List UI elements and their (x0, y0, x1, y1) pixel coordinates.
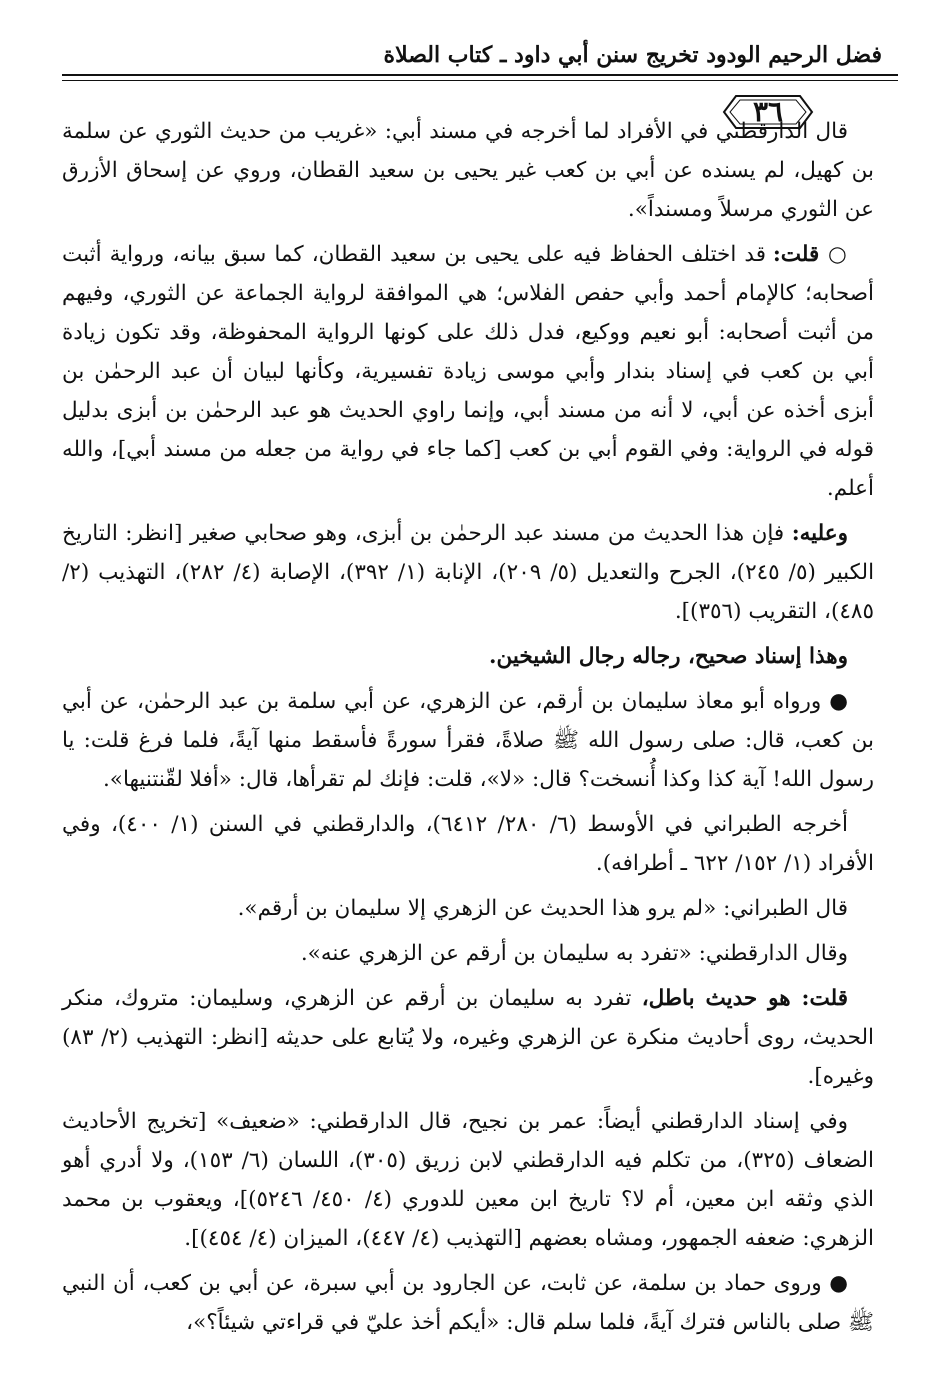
header-rule (62, 74, 898, 76)
paragraph: أخرجه الطبراني في الأوسط (٦/ ٢٨٠/ ٦٤١٢)، والدارقطني في السنن (١/ ٤٠٠)، وفي الأفراد (١/ ١٥٢/ ٦٢٢ ـ أطرافه). (62, 812, 874, 876)
header-rule-thin (62, 80, 898, 81)
paragraph: وعليه: فإن هذا الحديث من مسند عبد الرحمٰن بن أبزى، وهو صحابي صغير [انظر: التاريخ الكبير (٥/ ٢٤٥)، الجرح والتعديل (٥/ ٢٠٩)، الإنابة (١/ ٣٩٢)، الإصابة (٤/ ٢٨٢)، التهذيب (٢/ ٤٨٥)، التقريب (٣٥٦)]. (62, 521, 875, 624)
paragraph: قلت: هو حديث باطل، تفرد به سليمان بن أرقم عن الزهري، وسليمان: متروك، منكر الحديث، روى أحاديث منكرة عن الزهري وغيره، ولا يُتابع على حديثه [انظر: التهذيب (٢/ ٨٣) وغيره]. (62, 986, 874, 1089)
paragraph: وهذا إسناد صحيح، رجاله رجال الشيخين. (488, 644, 848, 669)
quote-line: قال الطبراني: «لم يرو هذا الحديث عن الزهري إلا سليمان بن أرقم». (237, 896, 848, 921)
paragraph: ○ قلت: قد اختلف الحفاظ فيه على يحيى بن سعيد القطان، كما سبق بيانه، ورواية أثبت أصحابه؛ كالإمام أحمد وأبي حفص الفلاس؛ هي الموافقة لرواية الجماعة عن الثوري، وفيهم من أثبت أصحابه: أبو نعيم ووكيع، فدل ذلك على كونها الرواية المحفوظة، وقد تكون زيادة أبي بن كعب في إسناد بندار وأبي موسى زيادة تفسيرية، وكأنها لبيان أن عبد الرحمٰن بن أبزى أخذه عن أبي، لا أنه من مسند أبي، وإنما راوي الحديث هو عبد الرحمٰن بن أبزى بدليل قوله في الرواية: وفي القوم أبي بن كعب [كما جاء في رواية من جعله من مسند أبي]، والله أعلم. (62, 242, 874, 501)
page-number: ٣٦ (752, 95, 784, 128)
running-header (62, 38, 882, 128)
body-text (62, 112, 874, 1348)
paragraph: ● ورواه أبو معاذ سليمان بن أرقم، عن الزهري، عن أبي سلمة بن عبد الرحمٰن، عن أبي بن كعب، قال: صلى رسول الله ﷺ صلاةً، فقرأ سورةً فأسقط منها آيةً، فلما فرغ قلت: يا رسول الله! آية كذا وكذا أُنسخت؟ قال: «لا»، قلت: فإنك لم تقرأها، قال: «أفلا لقّنتنيها». (62, 689, 874, 792)
paragraph: ● وروى حماد بن سلمة، عن ثابت، عن الجارود بن أبي سبرة، عن أبي بن كعب، أن النبي ﷺ صلى بالناس فترك آيةً، فلما سلم قال: «أيكم أخذ عليّ في قراءتي شيئاً؟»، (62, 1271, 874, 1335)
header-title: فضل الرحيم الودود تخريج سنن أبي داود ـ كتاب الصلاة (383, 42, 882, 68)
quote-line: وقال الدارقطني: «تفرد به سليمان بن أرقم عن الزهري عنه». (300, 941, 848, 966)
paragraph: وفي إسناد الدارقطني أيضاً: عمر بن نجيح، قال الدارقطني: «ضعيف» [تخريج الأحاديث الضعاف (٣٢٥)، من تكلم فيه الدارقطني لابن زريق (٣٠٥)، اللسان (٦/ ١٥٣)، ولا أدري أهو الذي وثقه ابن معين، أم لا؟ تاريخ ابن معين للدوري (٤/ ٤٥٠/ ٥٢٤٦)]، ويعقوب بن محمد الزهري: ضعفه الجمهور، ومشاه بعضهم [التهذيب (٤/ ٤٤٧)، الميزان (٤/ ٤٥٤)]. (62, 1109, 875, 1251)
paragraph: قال الدارقطني في الأفراد لما أخرجه في مسند أبي: «غريب من حديث الثوري عن سلمة بن كهيل، لم يسنده عن أبي بن كعب غير يحيى بن سعيد القطان، وروي عن إسحاق الأزرق عن الثوري مرسلاً ومسنداً». (62, 119, 874, 222)
